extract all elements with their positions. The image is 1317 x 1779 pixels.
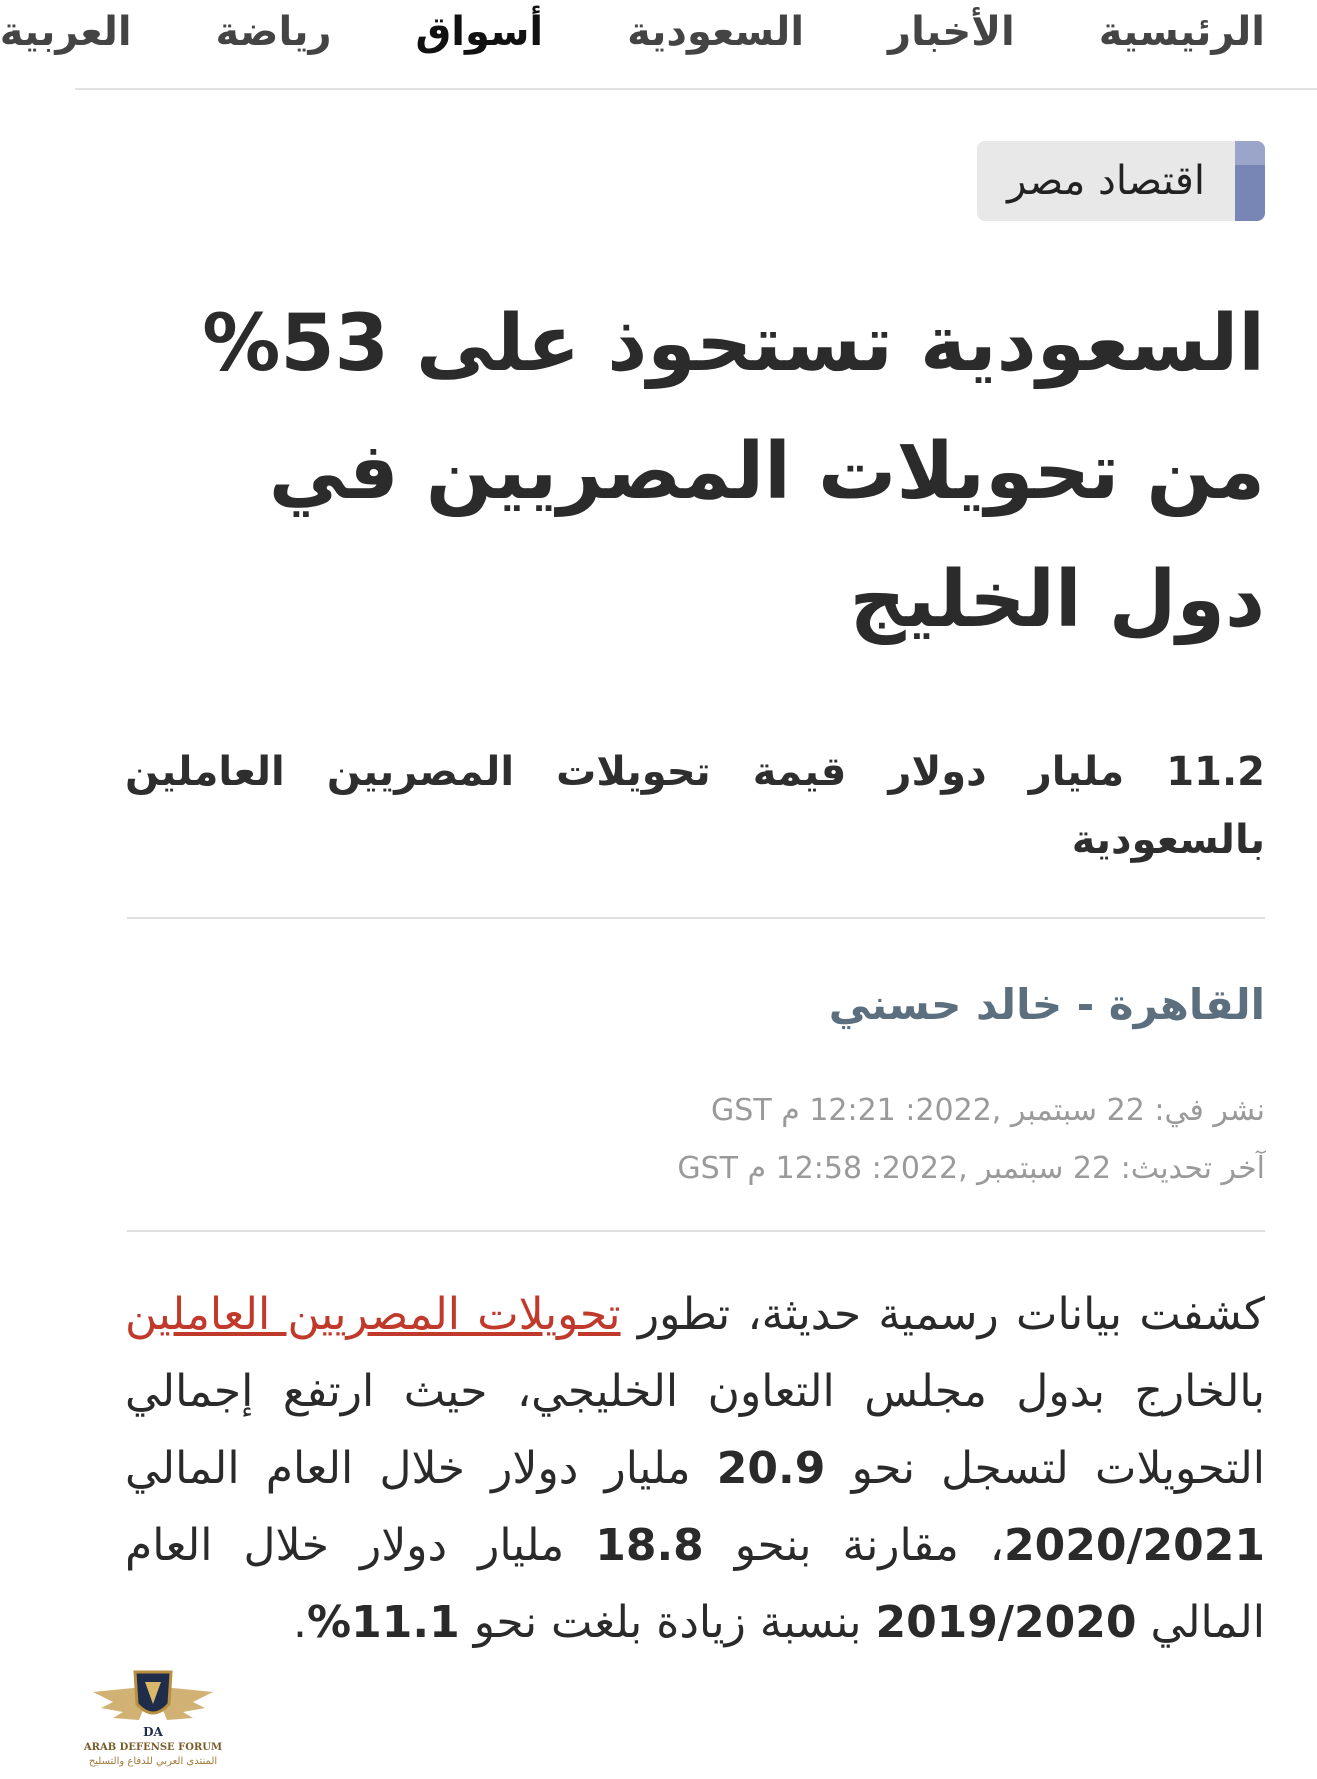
body-text-segment: ، مقارنة بنحو — [703, 1520, 1005, 1571]
article-headline: السعودية تستحوذ على 53% من تحويلات المصريين في دول الخليج — [202, 299, 1265, 645]
body-number: 2019/2020 — [875, 1597, 1137, 1648]
body-text-segment: مليار دولار خلال العام المالي — [125, 1520, 1265, 1648]
category-tag[interactable] — [977, 141, 1265, 221]
body-text-segment: بنسبة زيادة بلغت نحو — [459, 1597, 876, 1648]
body-text-segment: . — [293, 1597, 308, 1648]
watermark-text-en: ARAB DEFENSE FORUM — [83, 1742, 223, 1753]
category-accent-bar — [1235, 141, 1265, 221]
watermark-text-ar: المنتدى العربي للدفاع والتسليح — [88, 1756, 218, 1767]
divider — [127, 1230, 1265, 1232]
svg-text:DA: DA — [143, 1725, 163, 1739]
nav-item-markets[interactable]: أسواق — [415, 9, 544, 55]
body-number: 18.8 — [595, 1520, 704, 1571]
nav-item-arab[interactable]: العربية — [0, 9, 132, 55]
nav-list — [0, 6, 1265, 58]
body-text-segment: مليار دولار خلال العام المالي — [125, 1443, 717, 1494]
article-byline: القاهرة - خالد حسني — [828, 980, 1265, 1029]
article-subtitle: 11.2 مليار دولار قيمة تحويلات المصريين العاملين بالسعودية — [125, 749, 1265, 863]
article-dates — [677, 1082, 1265, 1198]
nav-item-sports[interactable]: رياضة — [215, 9, 332, 55]
published-date: نشر في: 22 سبتمبر ,2022: 12:21 م GST — [711, 1093, 1265, 1128]
body-text-segment: بالخارج بدول مجلس التعاون الخليجي، حيث ارتفع إجمالي التحويلات لتسجل نحو — [125, 1366, 1265, 1494]
nav-item-news[interactable]: الأخبار — [888, 9, 1015, 55]
top-navigation — [0, 0, 1317, 90]
body-number: 2020/2021 — [1004, 1520, 1266, 1571]
forum-watermark — [83, 1664, 223, 1774]
nav-item-home[interactable]: الرئيسية — [1098, 9, 1265, 55]
body-number: 11.1% — [307, 1597, 460, 1648]
body-number: 20.9 — [716, 1443, 826, 1494]
article-body — [125, 1276, 1265, 1661]
category-label: اقتصاد مصر — [1007, 158, 1205, 204]
body-text-segment: كشفت بيانات رسمية حديثة، تطور — [620, 1289, 1265, 1340]
updated-date: آخر تحديث: 22 سبتمبر ,2022: 12:58 م GST — [677, 1151, 1265, 1186]
remittances-link[interactable]: تحويلات المصريين العاملين — [125, 1289, 621, 1340]
forum-emblem-icon — [83, 1664, 223, 1744]
nav-item-saudi[interactable]: السعودية — [627, 9, 805, 55]
divider — [127, 917, 1265, 919]
